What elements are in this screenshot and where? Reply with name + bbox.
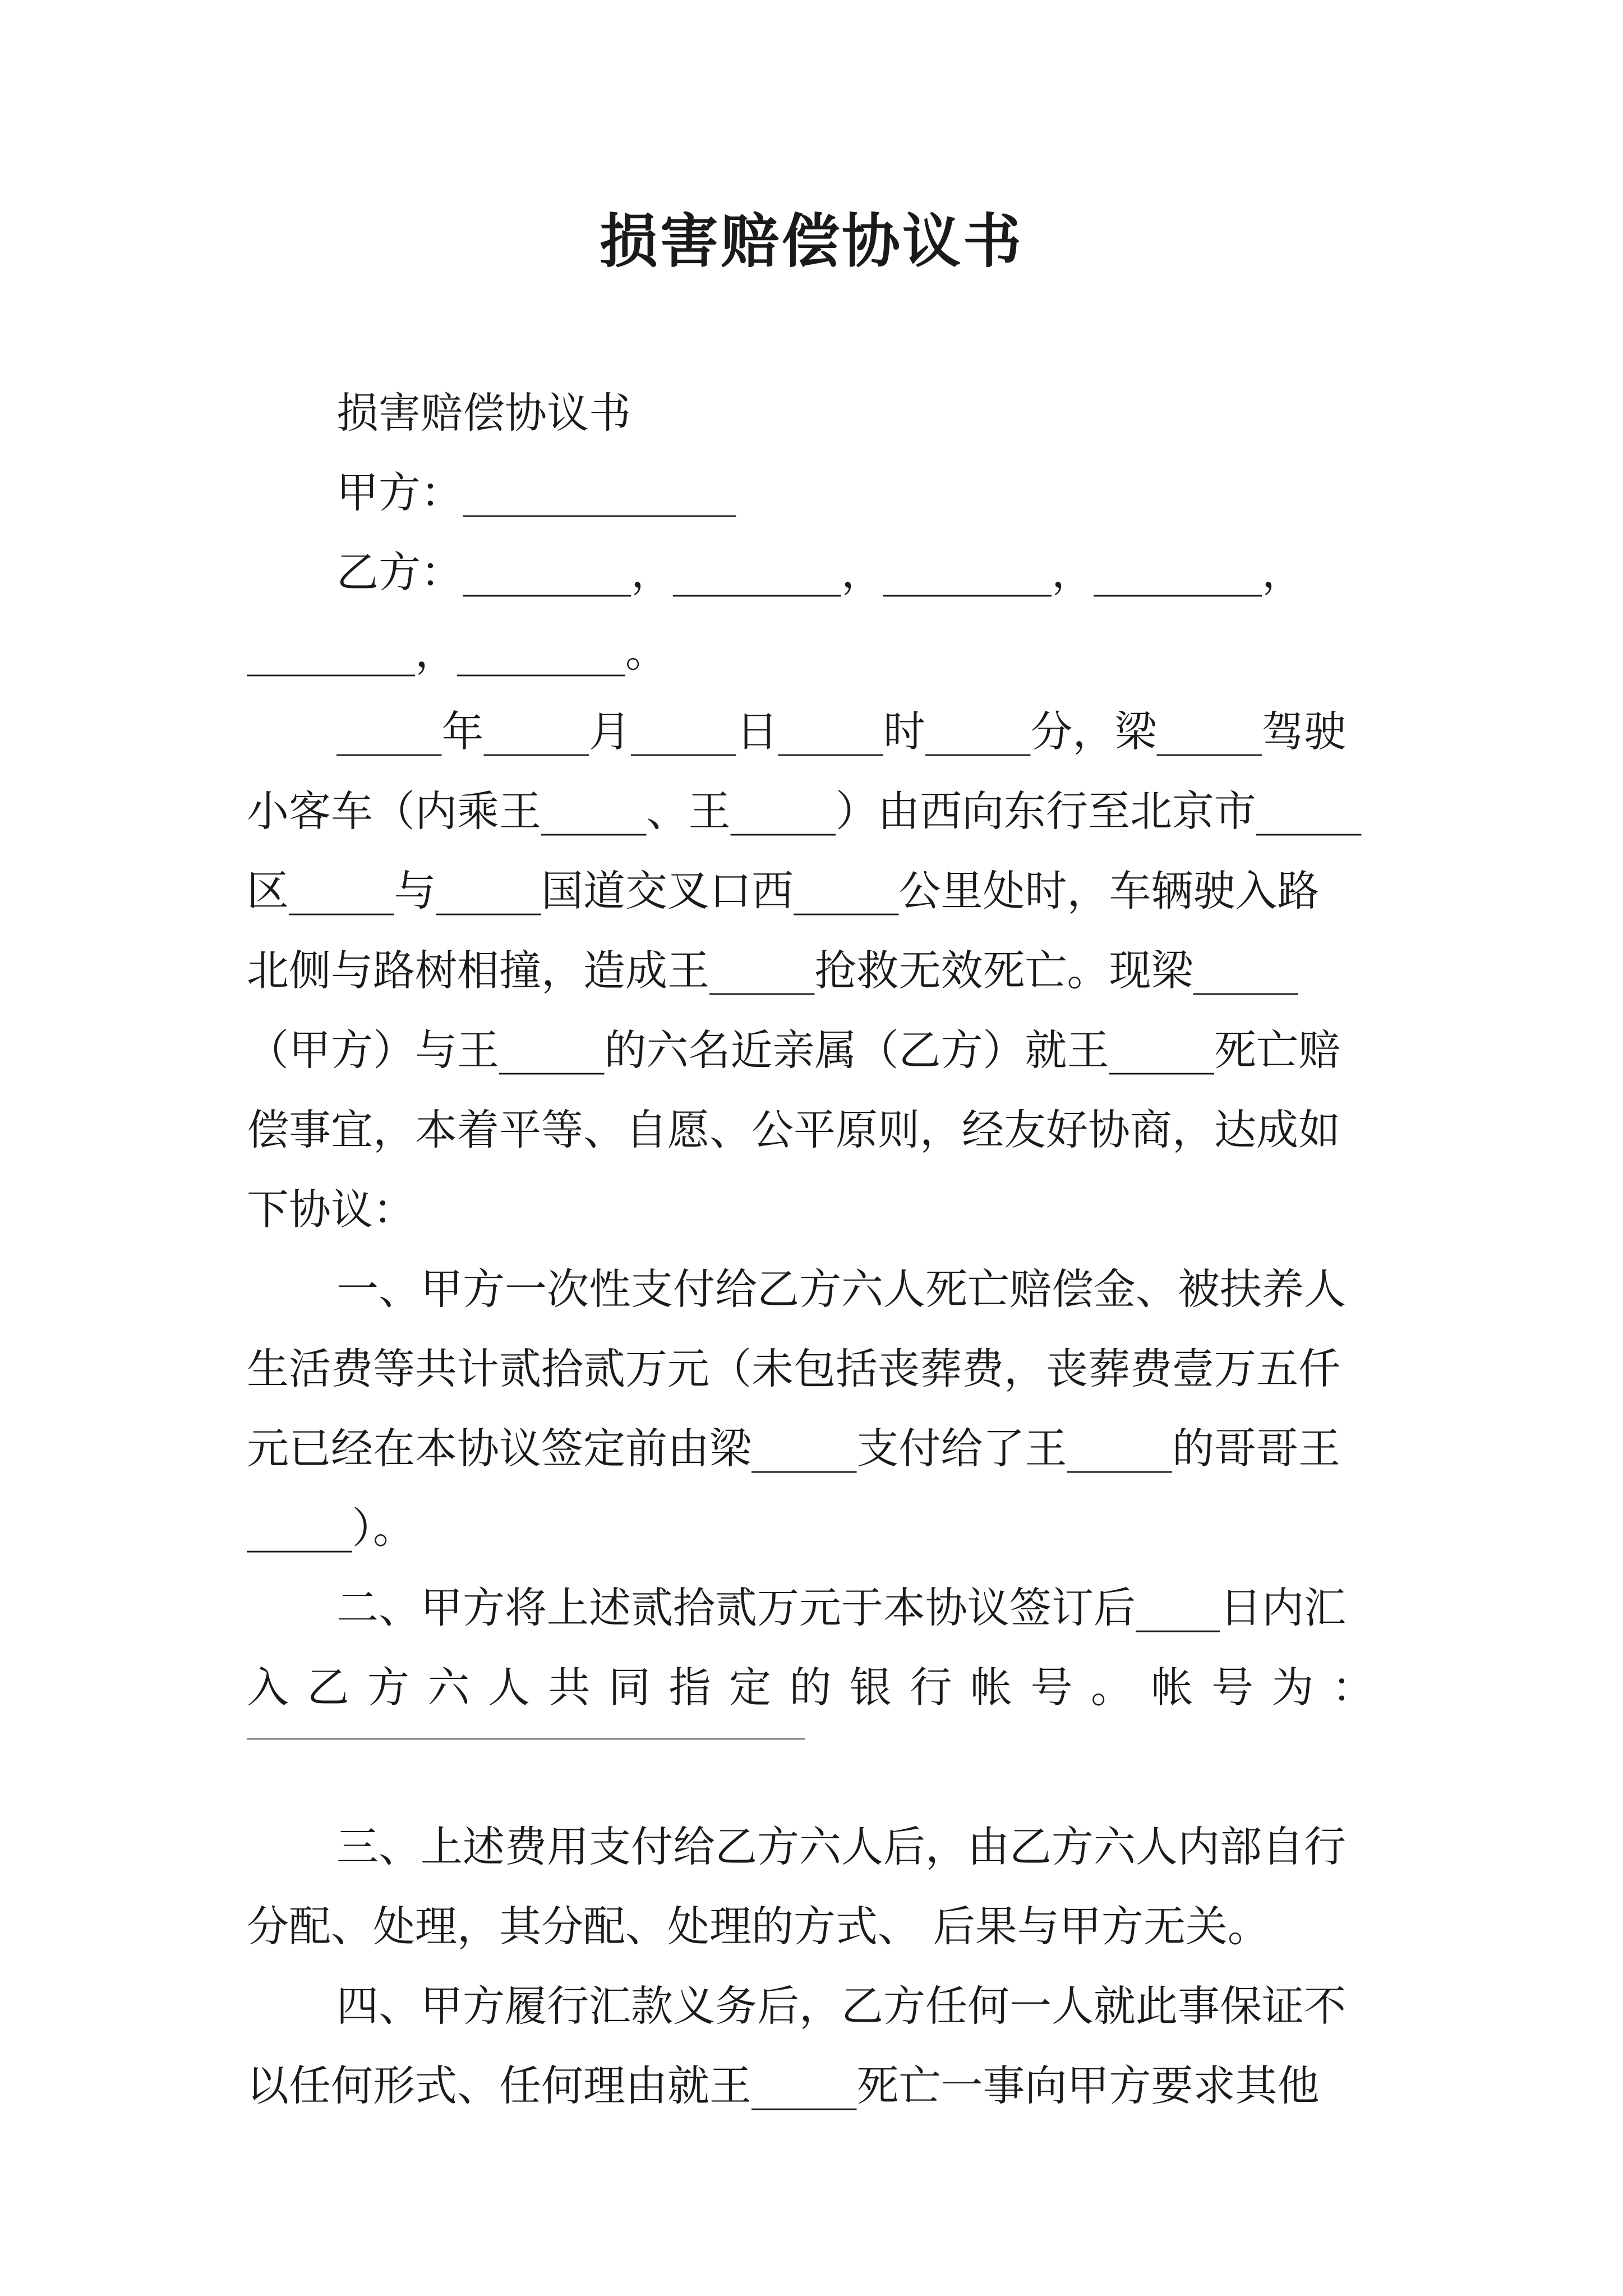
para-intro-line-3: 区_____与_____国道交叉口西_____公里处时，车辆驶入路 [247, 866, 1320, 915]
clause-2-line-2: 入乙方六人共同指定的银行帐号。帐号为： [247, 1663, 1374, 1712]
clause-3-line-1: 三、上述费用支付给乙方六人后，由乙方六人内部自行 [336, 1822, 1347, 1871]
clause-1-line-2: 生活费等共计贰拾贰万元（未包括丧葬费，丧葬费壹万五仟 [247, 1344, 1341, 1393]
document-title: 损害赔偿协议书 [599, 206, 1023, 275]
account-underline [247, 1738, 805, 1740]
clause-3-line-2: 分配、处理，其分配、处理的方式、 后果与甲方无关。 [247, 1902, 1270, 1951]
party-a-line: 甲方：_____________ [336, 468, 736, 517]
clause-2-line-1: 二、甲方将上述贰拾贰万元于本协议签订后____日内汇 [336, 1583, 1347, 1632]
party-b-line-cont: ________，________。 [247, 627, 668, 677]
para-intro-line-6: 偿事宜，本着平等、自愿、公平原则，经友好协商，达成如 [247, 1105, 1341, 1154]
document-body [247, 373, 1374, 2125]
account-blank-line [247, 1727, 1374, 1807]
clause-4-line-2: 以任何形式、任何理由就王_____死亡一事向甲方要求其他 [247, 2061, 1320, 2110]
para-intro-line-5: （甲方）与王_____的六名近亲属（乙方）就王_____死亡赔 [247, 1025, 1341, 1075]
para-intro-line-4: 北侧与路树相撞，造成王_____抢救无效死亡。现梁_____ [247, 946, 1299, 995]
clause-1-line-1: 一、甲方一次性支付给乙方六人死亡赔偿金、被扶养人 [336, 1264, 1347, 1314]
subtitle-line: 损害赔偿协议书 [336, 388, 631, 438]
para-intro-line-1: _____年_____月_____日_____时_____分，梁_____驾驶 [336, 707, 1347, 756]
para-intro-line-7: 下协议： [247, 1185, 416, 1234]
party-b-line: 乙方：________，________，________，________， [336, 547, 1304, 597]
para-intro-line-2: 小客车（内乘王_____、王_____）由西向东行至北京市_____ [247, 786, 1362, 836]
clause-4-line-1: 四、甲方履行汇款义务后，乙方任何一人就此事保证不 [336, 1981, 1347, 2031]
clause-1-line-3: 元已经在本协议签定前由梁_____支付给了王_____的哥哥王 [247, 1424, 1341, 1473]
clause-1-line-4: _____）。 [247, 1503, 416, 1553]
